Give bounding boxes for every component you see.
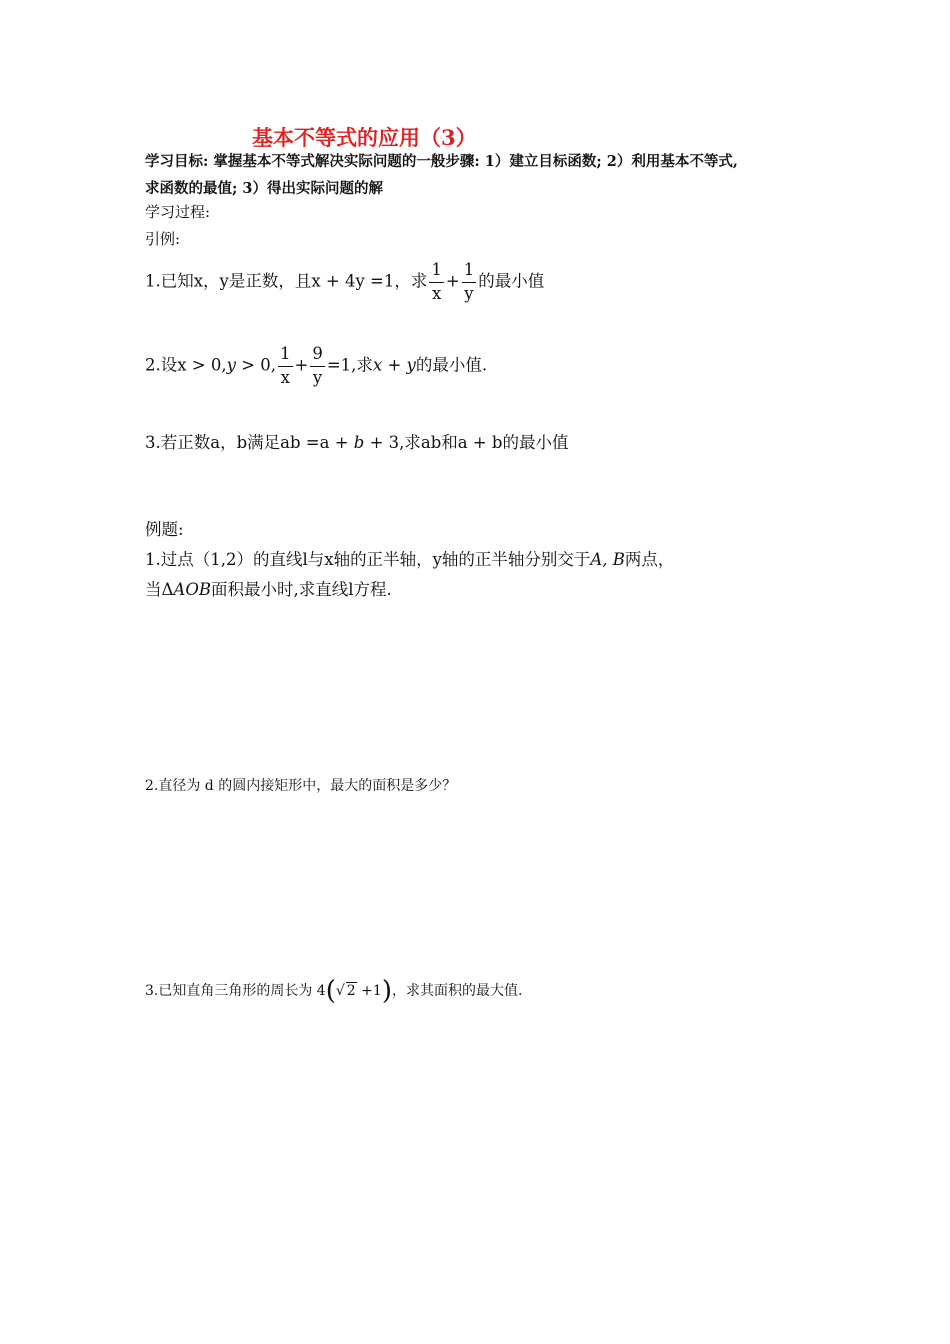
q1-tail: 的最小值 — [478, 271, 545, 291]
intro-question-1 — [145, 262, 544, 302]
q2-eq: =1,求 — [326, 355, 373, 375]
q2-mid: > 0, — [235, 355, 276, 375]
q1-frac2-numerator: 1 — [462, 262, 477, 283]
q2-frac1-denominator: x — [280, 367, 290, 387]
q2-tail: 的最小值. — [415, 355, 488, 375]
q2-fraction-2 — [310, 346, 325, 386]
q1-frac1-numerator: 1 — [429, 262, 444, 283]
q1-frac1-denominator: x — [431, 283, 442, 303]
q1-plus: + — [445, 271, 460, 291]
e1-line2-tail: 面积最小时,求直线l方程. — [211, 580, 392, 599]
q3-tail: + 3,求ab和a + b的最小值 — [364, 433, 569, 452]
page-title: 基本不等式的应用（3） — [252, 125, 477, 150]
process-label: 学习过程: — [145, 203, 211, 221]
q2-x-var: x — [372, 355, 383, 375]
q2-y-var-2: y — [406, 355, 416, 375]
q1-fraction-1 — [429, 262, 444, 302]
e1-line1-tail: 两点， — [624, 550, 675, 569]
q2-frac2-numerator: 9 — [310, 346, 325, 367]
e3-tail: ，求其面积的最大值. — [391, 983, 523, 999]
q2-fraction-1 — [278, 346, 293, 386]
e3-lead: 3.已知直角三角形的周长为 4 — [145, 983, 326, 999]
q2-y-var: y — [226, 355, 236, 375]
intro-question-2 — [145, 346, 487, 386]
learning-goal-line-2: 求函数的最值; 3）得出实际问题的解 — [145, 180, 383, 197]
e3-plus-one: +1 — [356, 983, 382, 999]
e3-left-paren: ( — [325, 976, 336, 1006]
intro-question-3 — [145, 429, 569, 453]
e1-points: A, B — [590, 550, 625, 569]
e3-right-paren: ) — [381, 976, 392, 1006]
q1-lead: 1.已知x，y是正数，且x + 4y =1，求 — [145, 271, 428, 291]
examples-label: 例题: — [145, 520, 184, 539]
e1-triangle-aob: AOB — [173, 580, 211, 599]
example-2: 2.直径为 d 的圆内接矩形中，最大的面积是多少？ — [145, 778, 457, 794]
e3-sqrt-value: 2 — [346, 983, 356, 999]
e1-line2-lead: 当Δ — [145, 580, 174, 599]
intro-label: 引例: — [145, 230, 181, 248]
e3-radical-sign: √ — [335, 983, 345, 999]
q3-b-var: b — [353, 433, 365, 452]
example-1-line-1 — [145, 546, 674, 570]
q2-frac2-denominator: y — [312, 367, 323, 387]
q2-lead: 2.设x > 0, — [145, 355, 227, 375]
q1-frac2-denominator: y — [464, 283, 474, 303]
q1-fraction-2 — [462, 262, 477, 302]
learning-goal-line-1: 学习目标: 掌握基本不等式解决实际问题的一般步骤: 1）建立目标函数; 2）利用基本不等式, — [145, 153, 738, 170]
example-3 — [145, 976, 522, 1006]
example-1-line-2 — [145, 576, 392, 600]
q2-plus-2: + — [382, 355, 407, 375]
q2-plus: + — [294, 355, 309, 375]
e1-line1-lead: 1.过点（1,2）的直线l与x轴的正半轴，y轴的正半轴分别交于 — [145, 550, 591, 569]
q2-frac1-numerator: 1 — [278, 346, 293, 367]
q3-lead: 3.若正数a，b满足ab =a + — [145, 433, 354, 452]
